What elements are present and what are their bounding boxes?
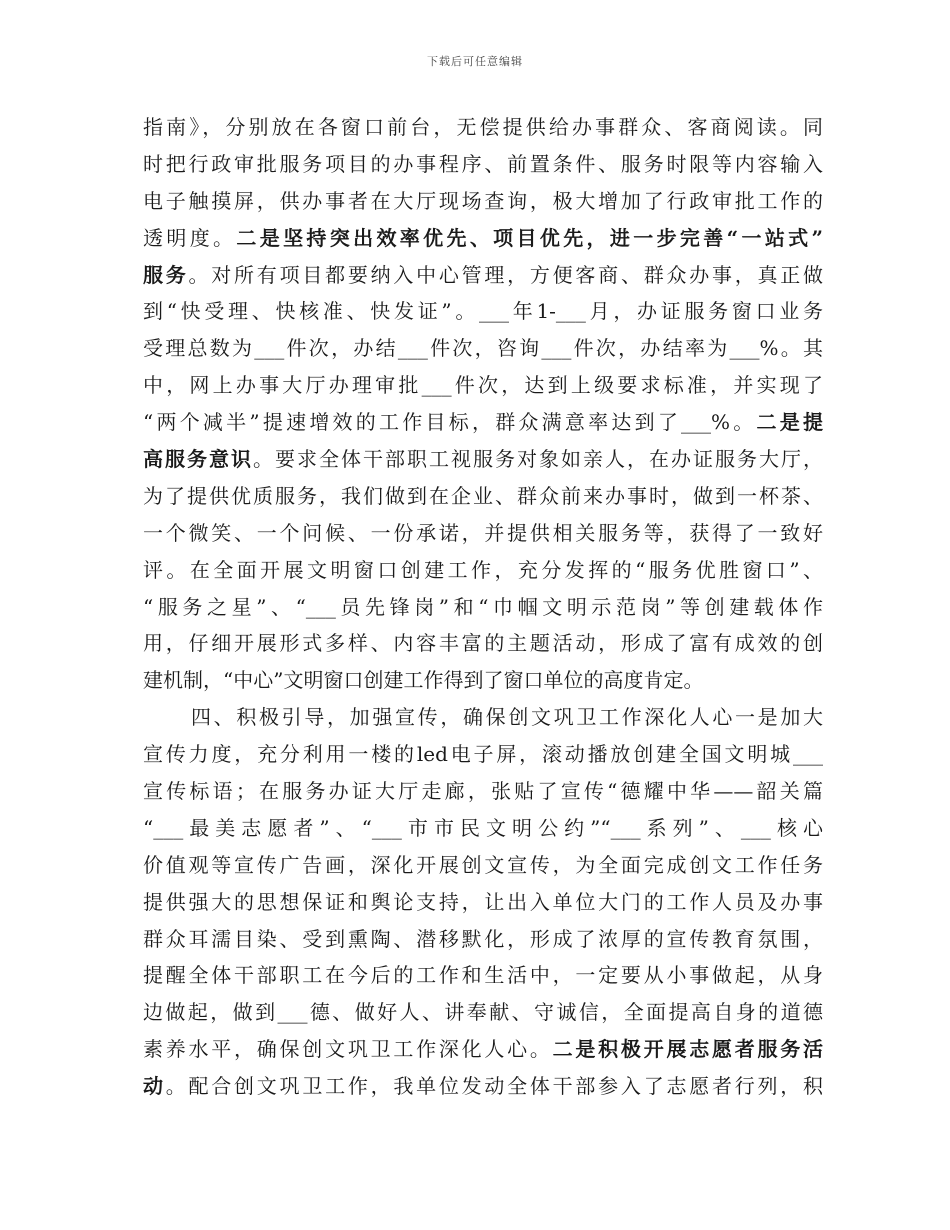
text-line <box>143 367 823 404</box>
text-line <box>143 478 823 515</box>
text-line <box>143 220 823 257</box>
text-run: “两个减半”提速增效的工作目标，群众满意率达到了___%。 <box>143 410 757 435</box>
text-run: 。对所有项目都要纳入中心管理，方便客商、群众办事，真正做 <box>188 262 824 287</box>
text-run: 群众耳濡目染、受到熏陶、潜移默化，形成了浓厚的宣传教育氛围， <box>143 926 823 951</box>
text-line <box>143 109 823 146</box>
text-line <box>143 884 823 921</box>
text-line <box>143 1031 823 1068</box>
text-line <box>143 1068 823 1105</box>
document-body <box>143 109 823 1105</box>
text-run: 宣传标语；在服务办证大厅走廊，张贴了宣传“德耀中华——韶关篇 <box>143 779 823 804</box>
text-run: 评。在全面开展文明窗口创建工作，充分发挥的“服务优胜窗口”、 <box>143 557 823 582</box>
text-line <box>143 515 823 552</box>
text-run: 边做起，做到___德、做好人、讲奉献、守诚信，全面提高自身的道德 <box>143 1000 823 1025</box>
text-line <box>143 625 823 662</box>
text-line <box>143 552 823 589</box>
bold-text-run: 服务 <box>143 262 189 287</box>
text-line <box>143 146 823 183</box>
text-line <box>143 699 823 736</box>
text-run: 宣传力度，充分利用一楼的led电子屏，滚动播放创建全国文明城___ <box>143 742 823 767</box>
text-line <box>143 736 823 773</box>
text-line <box>143 330 823 367</box>
text-run: 电子触摸屏，供办事者在大厅现场查询，极大增加了行政审批工作的 <box>143 188 823 213</box>
text-run: 素养水平，确保创文巩卫工作深化人心。 <box>143 1037 553 1062</box>
text-line <box>143 257 823 294</box>
text-run: 四、积极引导，加强宣传，确保创文巩卫工作深化人心一是加大 <box>191 705 823 730</box>
bold-text-run: 动 <box>143 1074 166 1099</box>
bold-text-run: 高服务意识 <box>143 447 253 472</box>
text-run: 提供强大的思想保证和舆论支持，让出入单位大门的工作人员及办事 <box>143 889 823 914</box>
text-line <box>143 589 823 626</box>
text-run: 为了提供优质服务，我们做到在企业、群众前来办事时，做到一杯茶、 <box>143 483 823 508</box>
text-line <box>143 957 823 994</box>
text-run: 建机制，“中心”文明窗口创建工作得到了窗口单位的高度肯定。 <box>143 668 704 693</box>
text-run: 受理总数为___件次，办结___件次，咨询___件次，办结率为___%。其 <box>143 336 823 361</box>
text-line <box>143 662 823 699</box>
bold-text-run: 二是积极开展志愿者服务活 <box>552 1037 824 1062</box>
text-line <box>143 773 823 810</box>
text-run: 提醒全体干部职工在今后的工作和生活中，一定要从小事做起，从身 <box>143 963 823 988</box>
text-line <box>143 404 823 441</box>
text-run: 到“快受理、快核准、快发证”。___年1-___月，办证服务窗口业务 <box>143 299 823 324</box>
text-run: 中，网上办事大厅办理审批___件次，达到上级要求标准，并实现了 <box>143 373 823 398</box>
text-run: 时把行政审批服务项目的办事程序、前置条件、服务时限等内容输入 <box>143 151 823 176</box>
text-run: 一个微笑、一个问候、一份承诺，并提供相关服务等，获得了一致好 <box>143 520 823 545</box>
text-run: “___最美志愿者”、“___市市民文明公约”“___系列”、___核心 <box>143 815 823 840</box>
text-line <box>143 441 823 478</box>
bold-text-run: 二是坚持突出效率优先、项目优先，进一步完善“一站式” <box>236 225 824 250</box>
text-line <box>143 810 823 847</box>
text-line <box>143 293 823 330</box>
text-run: 。要求全体干部职工视服务对象如亲人，在办证服务大厅， <box>253 447 823 472</box>
text-run: 用，仔细开展形式多样、内容丰富的主题活动，形成了富有成效的创 <box>143 631 823 656</box>
text-run: 指南》，分别放在各窗口前台，无偿提供给办事群众、客商阅读。同 <box>143 115 823 139</box>
text-line <box>143 183 823 220</box>
bold-text-run: 二是提 <box>756 410 824 435</box>
text-run: “服务之星”、“___员先锋岗”和“巾帼文明示范岗”等创建载体作 <box>143 594 823 619</box>
text-run: 透明度。 <box>143 225 237 250</box>
text-line <box>143 994 823 1031</box>
page-header: 下载后可任意编辑 <box>427 55 523 68</box>
text-run: 。配合创文巩卫工作，我单位发动全体干部参入了志愿者行列，积 <box>165 1074 824 1099</box>
text-line <box>143 921 823 958</box>
text-line <box>143 847 823 884</box>
text-run: 价值观等宣传广告画，深化开展创文宣传，为全面完成创文工作任务 <box>143 852 823 877</box>
